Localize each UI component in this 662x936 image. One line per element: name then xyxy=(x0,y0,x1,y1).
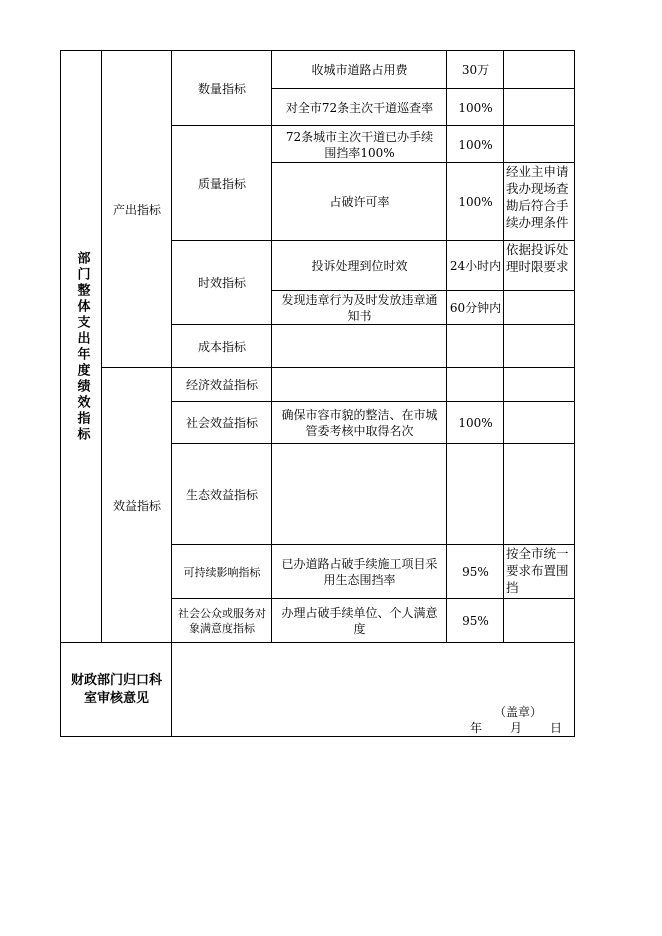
quality-indicator-label: 质量指标 xyxy=(171,125,272,241)
indicator-cell: 已办道路占破手续施工项目采用生态围挡率 xyxy=(271,544,447,599)
cost-indicator-label: 成本指标 xyxy=(171,324,272,368)
quantity-indicator-label: 数量指标 xyxy=(171,50,272,126)
value-cell: 100% xyxy=(446,125,504,163)
note-cell xyxy=(503,290,575,325)
note-cell xyxy=(503,401,575,444)
indicator-cell xyxy=(271,324,447,368)
indicator-cell xyxy=(271,367,447,402)
value-cell: 100% xyxy=(446,401,504,444)
value-cell xyxy=(446,367,504,402)
note-cell: 按全市统一要求布置围挡 xyxy=(503,544,575,599)
note-cell xyxy=(503,50,575,89)
value-cell: 95% xyxy=(446,544,504,599)
note-cell xyxy=(503,324,575,368)
indicator-cell: 收城市道路占用费 xyxy=(271,50,447,89)
date-day: 日 xyxy=(550,721,563,735)
indicator-cell: 占破许可率 xyxy=(271,162,447,241)
indicator-cell: 确保市容市貌的整洁、在市城管委考核中取得名次 xyxy=(271,401,447,444)
indicator-cell: 投诉处理到位时效 xyxy=(271,240,447,291)
value-cell: 30万 xyxy=(446,50,504,89)
note-cell xyxy=(503,125,575,163)
value-cell: 95% xyxy=(446,598,504,643)
note-cell: 依据投诉处理时限要求 xyxy=(503,240,575,291)
date-year: 年 xyxy=(470,721,483,735)
note-cell xyxy=(503,88,575,126)
ecological-benefit-label: 生态效益指标 xyxy=(171,443,272,545)
indicator-cell: 对全市72条主次干道巡查率 xyxy=(271,88,447,126)
note-cell: 经业主申请我办现场查勘后符合手续办理条件 xyxy=(503,162,575,241)
satisfaction-indicator-label: 社会公众或服务对象满意度指标 xyxy=(171,598,272,643)
indicator-cell xyxy=(271,443,447,545)
economic-benefit-label: 经济效益指标 xyxy=(171,367,272,402)
indicator-cell: 72条城市主次干道已办手续围挡率100% xyxy=(271,125,447,163)
value-cell xyxy=(446,443,504,545)
section-title: 部门整体支出年度绩效指标 xyxy=(60,50,102,643)
value-cell xyxy=(446,324,504,368)
review-label: 财政部门归口科室审核意见 xyxy=(60,642,172,737)
output-indicator-label: 产出指标 xyxy=(101,50,172,368)
note-cell xyxy=(503,598,575,643)
date-month: 月 xyxy=(510,721,523,735)
benefit-indicator-label: 效益指标 xyxy=(101,367,172,643)
value-cell: 100% xyxy=(446,88,504,126)
value-cell: 100% xyxy=(446,162,504,241)
social-benefit-label: 社会效益指标 xyxy=(171,401,272,444)
timeliness-indicator-label: 时效指标 xyxy=(171,240,272,325)
indicator-cell: 办理占破手续单位、个人满意度 xyxy=(271,598,447,643)
sustainable-impact-label: 可持续影响指标 xyxy=(171,544,272,599)
note-cell xyxy=(503,367,575,402)
indicator-cell: 发现违章行为及时发放违章通知书 xyxy=(271,290,447,325)
note-cell xyxy=(503,443,575,545)
value-cell: 24小时内 xyxy=(446,240,504,291)
seal-text: （盖章） xyxy=(494,705,543,719)
value-cell: 60分钟内 xyxy=(446,290,504,325)
